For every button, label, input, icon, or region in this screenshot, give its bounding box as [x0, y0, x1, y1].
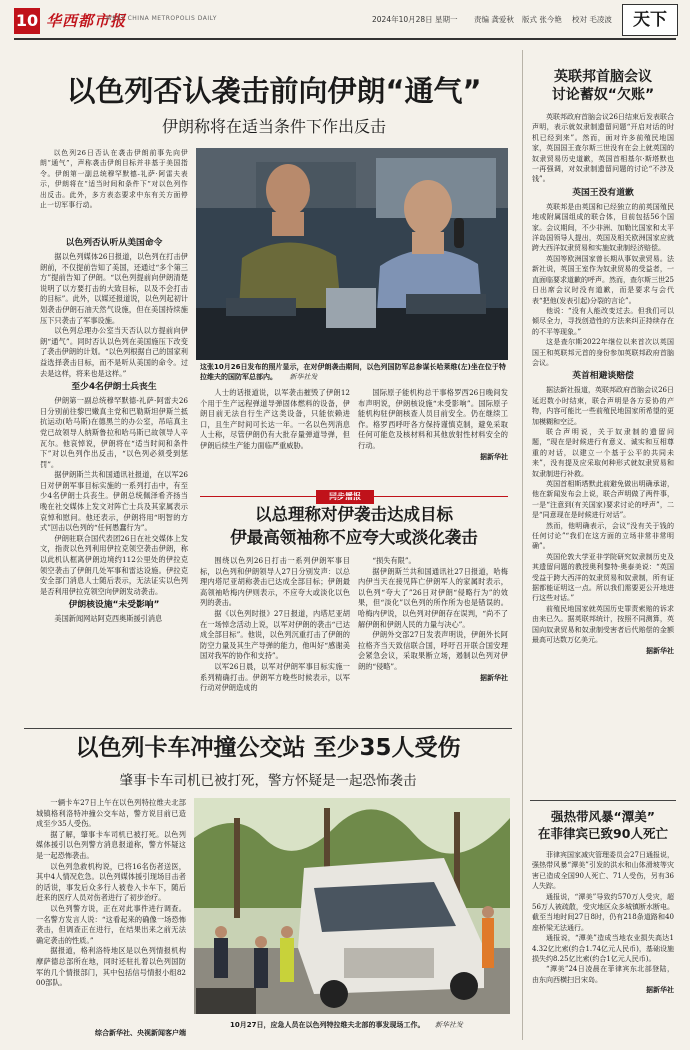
photo1-caption-text: 这张10月26日发布的照片显示，在对伊朗袭击期间，以色列国防军总参谋长哈莱维(左)坐在位于特拉维夫的国防军总部内。	[200, 363, 506, 381]
photo1-caption	[200, 362, 506, 382]
article3-p3: 以色列急救机构说，已将16名伤者送医，其中4人情况危急。以色列媒体援引现场目击者的话说，事发后众多行人被卷入卡车下，随后赶来的医疗人员对伤者进行了初步治疗。	[36, 861, 186, 903]
article1-heading2: 至少4名伊朗士兵丧生	[71, 382, 157, 393]
sidebar2-p1: 菲律宾国家减灾管理委员会27日通报说，强热带风暴“潭美”引发的洪水和山体滑坡等灾害已造成全国90人死亡、71人受伤，另有36人失踪。	[532, 851, 674, 891]
photo1-illustration	[196, 148, 508, 360]
article1-credit: 据新华社	[480, 452, 508, 461]
sidebar1-p11: 前殖民地国家就英国历史罪责索赔的诉求由来已久。据英联邦统计，按照不同测算，英国向奴隶贸易和奴隶制受害者后代赔偿的金额最高可达数万亿美元。	[532, 604, 674, 645]
article3-p2: 据了解，肇事卡车司机已被打死。以色列媒体援引以色列警方消息报道称，警方怀疑这是一起恐怖袭击。	[36, 829, 186, 860]
article1-lead-text: 以色列26日否认在袭击伊朗前事先向伊朗“通气”，声称袭击伊朗目标并非基于美国指令。伊朗第一副总统穆罕默德-礼萨·阿雷夫表示，伊朗将在“适当时间和条件下”对以色列作出反击。此外，多方表态要求中东有关方面停止一切军事行动。	[40, 149, 188, 210]
sidebar1-p7: 联合声明说，关于奴隶制的遗留问题，“现在是时候进行有意义、诚实和互相尊重的对话，以建立一个基于公平的共同未来”，没有提及应采取何种形式就奴隶贸易和奴隶制进行补救。	[532, 427, 674, 478]
article1-col3-p1: 国际原子能机构总干事格罗西26日晚间发布声明说，伊朗核设施“未受影响”。国际原子能机构驻伊朗核查人员目前安全。仍在继续工作。格罗西呼吁各方保持谨慎克制，避免采取任何可能危及核材料和其他放射性材料安全的行动。	[358, 388, 508, 450]
article2-col1-p1: 围绕以色列26日打击一系列伊朗军事目标，以色列和伊朗领导人27日分别发声：以总理内塔尼亚胡称袭击已达成全部目标；伊朗最高领袖哈梅内伊则表示，不应夸大或淡化以色列的袭击。	[200, 556, 350, 608]
sidebar1-body	[532, 112, 674, 656]
article1-subtitle: 伊朗称将在适当条件下作出反击	[161, 117, 386, 136]
photo2-caption-text: 10月27日，应急人员在以色列特拉维夫北部的事发现场工作。	[230, 1021, 425, 1029]
article1-s2-p1: 伊朗第一副总统穆罕默德-礼萨·阿雷夫26日分别前往黎巴嫩真主党和巴勒斯坦伊斯兰抵抗运动(哈马斯)在德黑兰的办公室，吊唁真主党已故领导人纳斯鲁拉和哈马斯已故领导人辛瓦尔。他哀悼说，伊朗将在“适当时间和条件下”对以色列作出反击，“以色列必须受到惩罚”。	[40, 396, 188, 469]
article1-s1-p1: 据以色列媒体26日报道，以色列在打击伊朗前，不仅提前告知了美国，还通过“多个第三方”提前告知了伊朗。“以色列提前向伊朗清楚说明了以方要打击的大致目标，以及不会打击的目标”。此外，以媒还报道说，以色列起初计划袭击伊朗石油天然气设施，但在美国持续施压下只袭击了军事设施。	[40, 252, 188, 325]
header-proofreader: 校对 毛凌波	[572, 15, 612, 24]
section-badge: 天下	[622, 4, 678, 36]
article2-col2-p3: 伊朗外交部27日发表声明说，伊朗外长阿拉格齐当天致信联合国，呼吁召开联合国安理会紧急会议，采取果断立场，遏制以色列对伊朗的“侵略”。	[358, 630, 508, 671]
sidebar1-p8: 英国首相斯塔默此前避免做出明确承诺，他在新闻发布会上说，联合声明做了两件事，一是“注意到(有关国家)要求讨论的呼声”，二是“同意现在是时候进行对话”。	[532, 480, 674, 520]
article1-heading1: 以色列否认听从美国命令	[65, 238, 163, 248]
article3-p5: 据报道，格利洛特地区是以色列情报机构摩萨德总部所在地，同时还驻扎着以色列国防军的几个情报部门，其中包括信号情报小组8200部队。	[36, 946, 186, 988]
sidebar1-p9: 然而，他明确表示，会议“没有关于钱的任何讨论”“我们在这方面的立场非常非常明确”。	[532, 521, 674, 551]
sidebar1-title1: 英联邦首脑会议	[554, 69, 652, 85]
sidebar1-p5: 这是查尔斯2022年继位以来首次以英国国王和英联邦元首的身份参加英联邦政府首脑会议。	[532, 338, 674, 367]
article1-col1	[40, 235, 188, 625]
sidebar1-heading2: 英首相避谈赔偿	[572, 371, 634, 382]
column-separator	[522, 50, 523, 1040]
article3-title: 以色列卡车冲撞公交站 至少35人受伤	[75, 735, 461, 761]
sidebar1-credit: 据新华社	[646, 646, 674, 655]
article3-p1: 一辆卡车27日上午在以色列特拉维夫北部城镇格利洛特冲撞公交车站，警方说目前已造成至少35人受伤。	[36, 798, 186, 829]
article3-subtitle: 肇事卡车司机已被打死，警方怀疑是一起恐怖袭击	[119, 773, 417, 789]
sidebar1-p3: 英国等欧洲国家曾长期从事奴隶贸易。法新社说，英国王室作为奴隶贸易的受益者，一直面临要求道歉的呼声。然而，查尔斯三世25日出席会议时没有道歉，而是要求与会代表“把他(发表引起)分裂的言论”。	[532, 254, 674, 305]
sidebar1-p10: 英国伦敦大学亚非学院研究奴隶制历史及其遗留问题的教授奥利黎特·奥泰美说：“英国受益于跨大西洋的奴隶贸易和奴隶制，所有证据都能证明这一点。所以我们需要更公开地进行这些对话。”	[532, 552, 674, 603]
sidebar2-body	[532, 850, 674, 996]
article2-col1	[200, 556, 350, 694]
photo2-caption	[230, 1020, 510, 1030]
article1-title: 以色列否认袭击前向伊朗“通气”	[66, 74, 482, 108]
article3-credit: 综合新华社、央视新闻客户端	[95, 1029, 186, 1037]
page-header	[0, 0, 690, 44]
sidebar1-p4: 他说：“没有人能改变过去。但我们可以倾尽全力，寻找创造性的方法来纠正持续存在的不平等现象。”	[532, 306, 674, 336]
article2-credit: 据新华社	[480, 673, 508, 682]
article1-col2	[200, 388, 350, 452]
article3-p4: 以色列警方说，正在对此事件进行调查。一名警方发言人说：“这看起来的确像一场恐怖袭击，但调查正在进行，在结果出来之前无法确定袭击的性质。”	[36, 903, 186, 945]
sidebar2-p4: “潭美”24日凌晨在菲律宾东北部登陆，由东向西横扫吕宋岛。	[532, 965, 674, 984]
sidebar1-p2: 英联邦是由英国和已经独立的前英国殖民地或附属国组成的联合体，目前包括56个国家。会议期间，不少非洲、加勒比国家和太平洋岛国领导人提出，英国及相关欧洲国家应就跨大西洋奴隶贸易和实施奴隶制经济赔偿。	[532, 202, 674, 253]
page-number: 10	[14, 8, 40, 34]
paper-logo: 华西都市报	[46, 12, 127, 30]
header-date: 2024年10月28日 星期一	[372, 15, 458, 24]
header-editor: 责编 龚爱秋	[474, 15, 514, 24]
sidebar2-title2: 在菲律宾已致90人死亡	[538, 826, 668, 841]
sidebar2-p2: 通报说，“潭美”导致约570万人受灾，超56万人被疏散，受灾地区众多城镇断水断电。截至当地时间27日8时，仍有218条道路和40座桥梁无法通行。	[532, 892, 674, 932]
article1-lead	[40, 148, 188, 210]
article1-s2-p2: 据伊朗斯兰共和国通讯社报道，在以军26日对伊朗军事目标实施的一系列打击中，有至少4名伊朗士兵丧生。伊朗总统佩泽希齐扬当晚在社交媒体上发文对阵亡士兵及其家属表示哀悼和慰问。他还表示，伊朗将用“明智的方式”回击以色列的“任何愚蠢行为”。	[40, 470, 188, 533]
photo2-illustration	[194, 798, 510, 1014]
article1-s3-p1: 美国新闻网站阿克西奥斯援引消息	[54, 614, 163, 624]
article2-col2	[358, 556, 508, 683]
article1-s1-p2: 以色列总理办公室当天否认以方提前向伊朗“通气”。同时否认以色列在美国施压下改变了袭击伊朗的计划。“以色列根据自己的国家利益选择袭击目标，而不是听从美国的命令。过去是这样，将来也是这样。”	[40, 326, 188, 378]
article3-top-rule	[24, 728, 512, 729]
article1-col3	[358, 388, 508, 462]
sidebar2-p3: 通报说，“潭美”造成当地农业损失高达14.32亿比索(约合1.74亿元人民币)，基础设施损失约8.25亿比索(约合1亿元人民币)。	[532, 934, 674, 964]
sidebar1-p1: 英联邦政府首脑会议26日结束后发表联合声明，表示就奴隶制遗留问题“开启对话的时机已经到来”。然而，面对许多前殖民地国家，英国国王查尔斯三世没有在会上就英国的奴隶贸易历史道歉，英国首相基尔·斯塔默也一再强调，对奴隶制遗留问题的讨论“不涉及钱”。	[532, 113, 674, 184]
sidebar1-p6: 据法新社报道，英联邦政府首脑会议26日延迟数小时结束，联合声明是各方妥协的产物，内容可能比一些前殖民地国家所希望的更加模糊和空泛。	[532, 386, 674, 426]
sidebar2-credit: 据新华社	[646, 986, 674, 995]
article2-col1-p3: 以军26日晨，以军对伊朗军事目标实施一系列精确打击。伊朗军方晚些时候表示，以军行动对伊朗造成的	[200, 661, 350, 693]
photo2	[194, 798, 510, 1014]
photo1	[196, 148, 508, 360]
article2-col1-p2: 据《以色列时报》27日报道，内塔尼亚胡在一场悼念活动上说，以军对伊朗的袭击“已达成全部目标”。他说，以色列沉重打击了伊朗的防空力量及其生产导弹的能力，他叫好“感谢美国对我军的协作和支持”。	[200, 608, 350, 661]
photo2-credit: 新华社发	[434, 1021, 463, 1029]
header-rule	[14, 38, 676, 40]
sidebar1-title2: 讨论蓄奴“欠账”	[551, 87, 655, 103]
article1-col2-p1: 人士的话报道说，以军袭击摧毁了伊朗12个用于生产远程弹道导弹固体燃料的设备，伊朗目前无法自行生产这类设备，只能依赖进口，且生产时间可长达一年。一名以色列消息人士称，尽管伊朗仍有大批存量弹道导弹，但伊朗后续生产能力面临严重威胁。	[200, 388, 350, 450]
article1-s2-p3: 伊朗驻联合国代表团26日在社交媒体上发文，指责以色列利用伊拉克领空袭击伊朗，称以此机认框离伊朗边境约112公里处的伊拉克领空袭击了伊朗几处军事和雷达设施。伊拉克安全部门消息人士随后表示，无法证实以色列是否利用伊拉克领空向伊朗发动袭击。	[40, 533, 188, 596]
sidebar2-rule	[530, 800, 676, 801]
article2-title1: 以总理称对伊袭击达成目标	[255, 505, 453, 524]
paper-logo-en: WEST CHINA METROPOLIS DAILY	[106, 15, 217, 22]
article2-col2-p1: “损失有限”。	[372, 556, 416, 565]
article2-col2-p2: 据伊朗斯兰共和国通讯社27日报道，哈梅内伊当天在接见阵亡伊朗军人的家属时表示，以色列“夸大了”26日对伊朗“侵略行为”的效果，但“淡化”以色列的所作所为也是错误的。哈梅内伊说，以色列对伊朗存在误判，“尚不了解伊朗和伊朗人民的力量与决心”。	[358, 566, 508, 629]
article2-tag	[316, 490, 374, 504]
sidebar2-title1: 强热带风暴“潭美”	[551, 809, 655, 824]
header-designer: 版式 张今艳	[522, 15, 562, 24]
article2-title2: 伊最高领袖称不应夸大或淡化袭击	[230, 528, 478, 547]
article1-heading3: 伊朗核设施“未受影响”	[68, 600, 160, 611]
article2-rule	[200, 496, 508, 497]
article3-body	[36, 798, 186, 989]
photo1-credit: 新华社发	[289, 373, 318, 381]
sidebar1-heading1: 英国王没有道歉	[572, 187, 634, 198]
